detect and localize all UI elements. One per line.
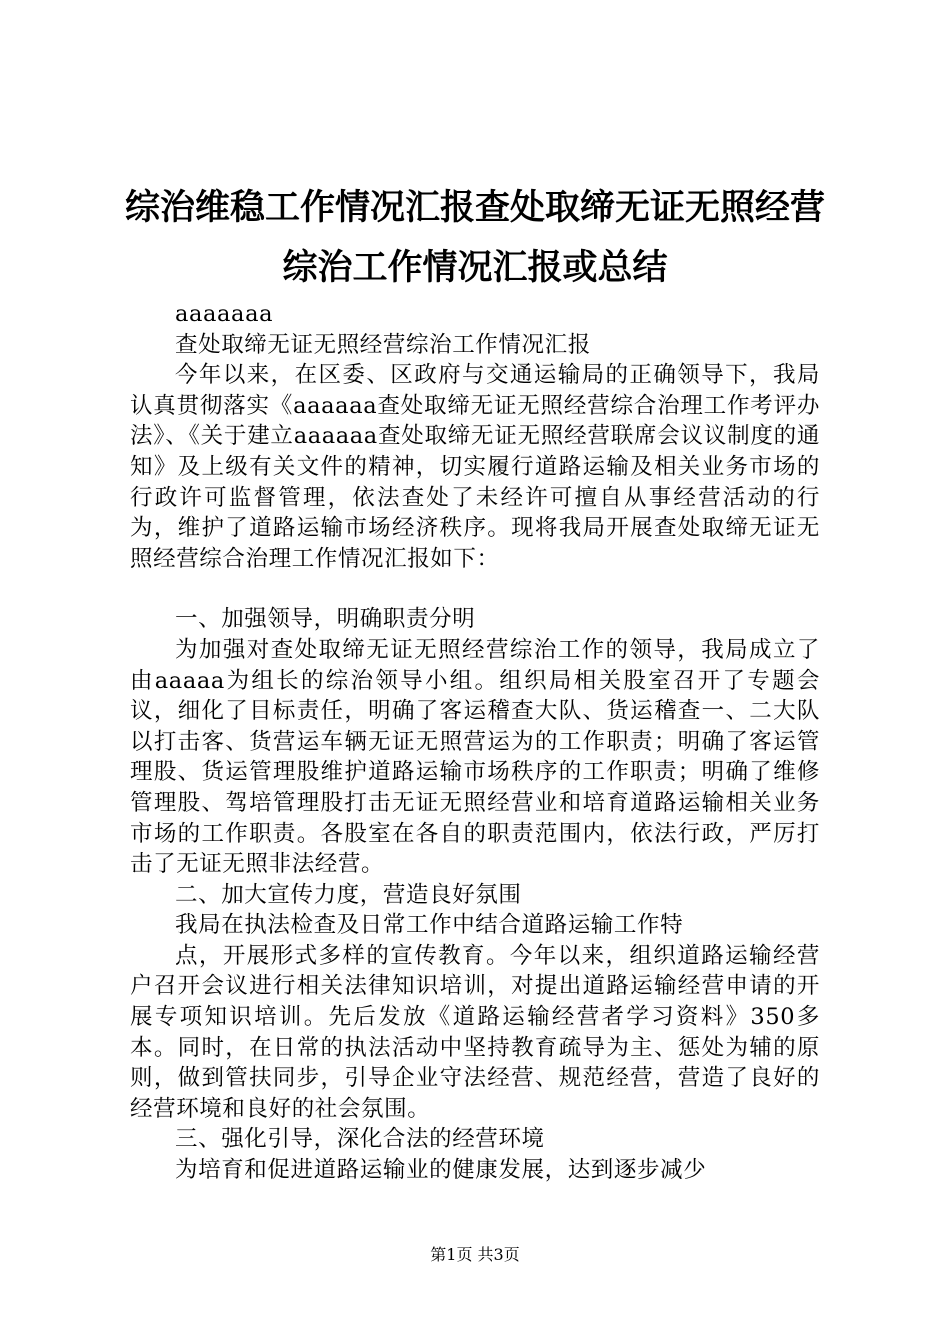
report-subtitle: 查处取缔无证无照经营综治工作情况汇报 <box>175 331 591 358</box>
paragraph-section-2-start: 我局在执法检查及日常工作中结合道路运输工作特 <box>175 912 684 939</box>
paragraph-intro: 今年以来，在区委、区政府与交通运输局的正确领导下，我局认真贯彻落实《aaaaaa查处取缔无证无照经营综合治理工作考评办法》、《关于建立aaaaaa查处取缔无证无照经营联席会议议制度的通知》及上级有关文件的精神，切实履行道路运输及相关业务市场的行政许可监督管理，依法查处了未经许可擅自从事经营活动的行为，维护了道路运输市场经济秩序。现将我局开展查处取缔无证无照经营综合治理工作情况汇报如下： <box>130 362 820 572</box>
paragraph-section-1: 为加强对查处取缔无证无照经营综治工作的领导，我局成立了由aaaaa为组长的综治领导小组。组织局相关股室召开了专题会议，细化了目标责任，明确了客运稽查大队、货运稽查一、二大队以打击客、货营运车辆无证无照营运为的工作职责；明确了客运管理股、货运管理股维护道路运输市场秩序的工作职责；明确了维修管理股、驾培管理股打击无证无照经营业和培育道路运输相关业务市场的工作职责。各股室在各自的职责范围内，依法行政，严厉打击了无证无照非法经营。 <box>130 636 820 878</box>
section-heading-2: 二、加大宣传力度，营造良好氛围 <box>175 881 522 908</box>
document-title-line-1: 综治维稳工作情况汇报查处取缔无证无照经营 <box>124 188 825 228</box>
placeholder-line: aaaaaaa <box>175 301 274 327</box>
paragraph-section-3: 为培育和促进道路运输业的健康发展，达到逐步减少 <box>175 1157 707 1184</box>
document-title-line-2: 综治工作情况汇报或总结 <box>282 248 668 288</box>
document-body <box>130 299 820 1186</box>
page-number: 第1页 共3页 <box>430 1245 520 1264</box>
paragraph-section-2-cont: 点，开展形式多样的宣传教育。今年以来，组织道路运输经营户召开会议进行相关法律知识培训，对提出道路运输经营申请的开展专项知识培训。先后发放《道路运输经营者学习资料》350多本。同时，在日常的执法活动中坚持教育疏导为主、惩处为辅的原则，做到管扶同步，引导企业守法经营、规范经营，营造了良好的经营环境和良好的社会氛围。 <box>130 942 820 1122</box>
section-heading-1: 一、加强领导，明确职责分明 <box>175 606 476 633</box>
section-heading-3: 三、强化引导，深化合法的经营环境 <box>175 1126 545 1153</box>
